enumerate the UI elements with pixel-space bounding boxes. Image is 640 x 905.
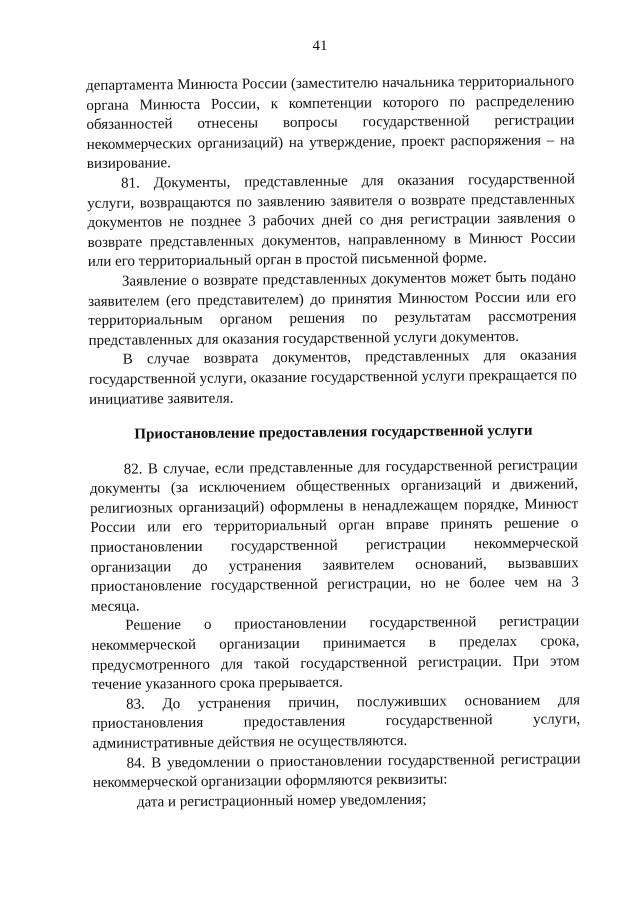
paragraph-continuation: департамента Минюста России (заместителю начальника территориального органа Минюста России, к компетенции которого по распределению обязанностей отнесены вопросы государственной регистрации некоммерческих организаций) на утверждение, проект распоряжения – на визирование. [86,73,575,173]
document-body [86,72,581,813]
paragraph-81: 81. Документы, представленные для оказания государственной услуги, возвращаются по заявлению заявителя о возврате представленных документов не позднее 3 рабочих дней со дня регистрации заявления о возврате представленных документов, направленному в Минюст России или его территориальный орган в простой письменной форме. [87,171,576,271]
paragraph-81-return-request: Заявление о возврате представленных документов может быть подано заявителем (его представителем) до принятия Минюстом России или его территориальным органом решения по результатам рассмотрения представленных для оказания государственной услуги документов. [88,269,577,349]
paragraph-84: 84. В уведомлении о приостановлении государственной регистрации некоммерческой организации оформляются реквизиты: [92,750,581,792]
page-number: 41 [312,38,328,54]
paragraph-82: 82. В случае, если представленные для государственной регистрации документы (за исключением общественных организаций и движений, религиозных организаций) оформлены в ненадлежащем порядке, Минюст России или его территориальный орган вправе принять решение о приостановлении государственной регистрации некоммерческой организации до устранения заявителем оснований, вызвавших приостановление государственной регистрации, но не более чем на 3 месяца. [89,456,579,615]
section-heading: Приостановление предоставления государственной услуги [134,422,533,443]
paragraph-81-termination: В случае возврата документов, представленных для оказания государственной услуги, оказание государственной услуги прекращается по инициативе заявителя. [88,347,577,408]
paragraph-82-decision: Решение о приостановлении государственной регистрации некоммерческой организации принимается в пределах срока, предусмотренного для такой государственной регистрации. При этом течение указанного срока прерывается. [91,613,580,694]
paragraph-84-list-item: дата и регистрационный номер уведомления; [136,791,427,811]
paragraph-83: 83. До устранения причин, послуживших основанием для приостановления предоставления государственной услуги, административные действия не осуществляются. [92,692,581,752]
